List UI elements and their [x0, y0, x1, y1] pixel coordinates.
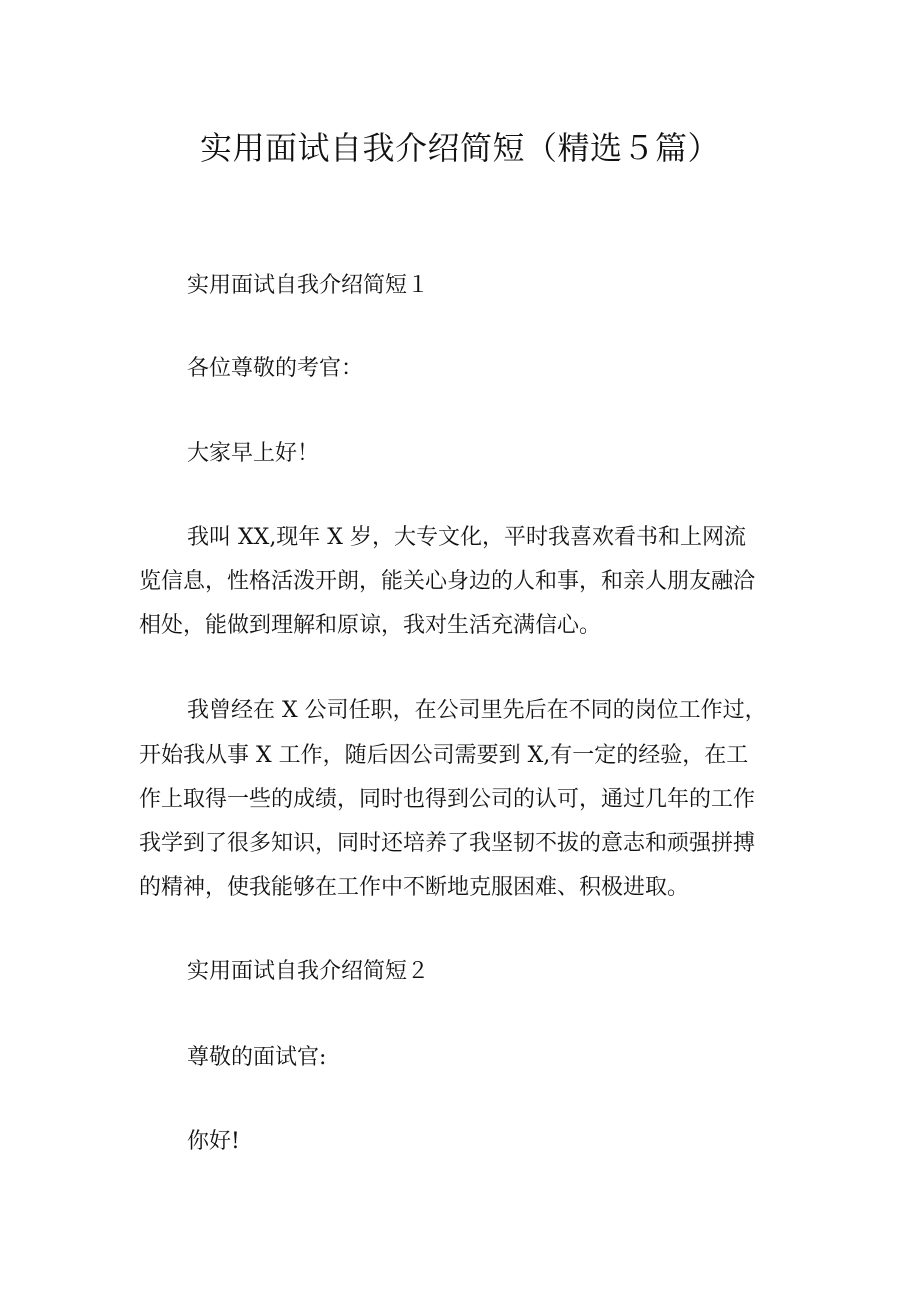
paragraph-line: 相处，能做到理解和原谅，我对生活充满信心。 — [139, 613, 602, 638]
paragraph-line: 作上取得一些的成绩，同时也得到公司的认可，通过几年的工作 — [139, 787, 756, 812]
paragraph-line: 的精神，使我能够在工作中不断地克服困难、积极进取。 — [139, 875, 690, 900]
document-title: 实用面试自我介绍简短（精选５篇） — [199, 129, 720, 167]
paragraph-line: 我曾经在 X 公司任职，在公司里先后在不同的岗位工作过， — [187, 698, 767, 723]
section-heading: 实用面试自我介绍简短２ — [187, 959, 430, 984]
salutation: 尊敬的面试官: — [187, 1045, 327, 1070]
paragraph-line: 我叫 XX,现年 X 岁，大专文化，平时我喜欢看书和上网流 — [187, 525, 746, 550]
section-heading: 实用面试自我介绍简短１ — [187, 273, 430, 298]
greeting: 大家早上好！ — [187, 441, 320, 466]
paragraph-line: 开始我从事 X 工作，随后因公司需要到 X,有一定的经验，在工 — [139, 743, 749, 768]
paragraph-line: 览信息，性格活泼开朗，能关心身边的人和事，和亲人朋友融洽 — [139, 569, 756, 594]
paragraph-line: 我学到了很多知识，同时还培养了我坚韧不拔的意志和顽强拼搏 — [139, 831, 756, 856]
greeting: 你好! — [187, 1129, 240, 1154]
salutation: 各位尊敬的考官： — [187, 356, 364, 381]
